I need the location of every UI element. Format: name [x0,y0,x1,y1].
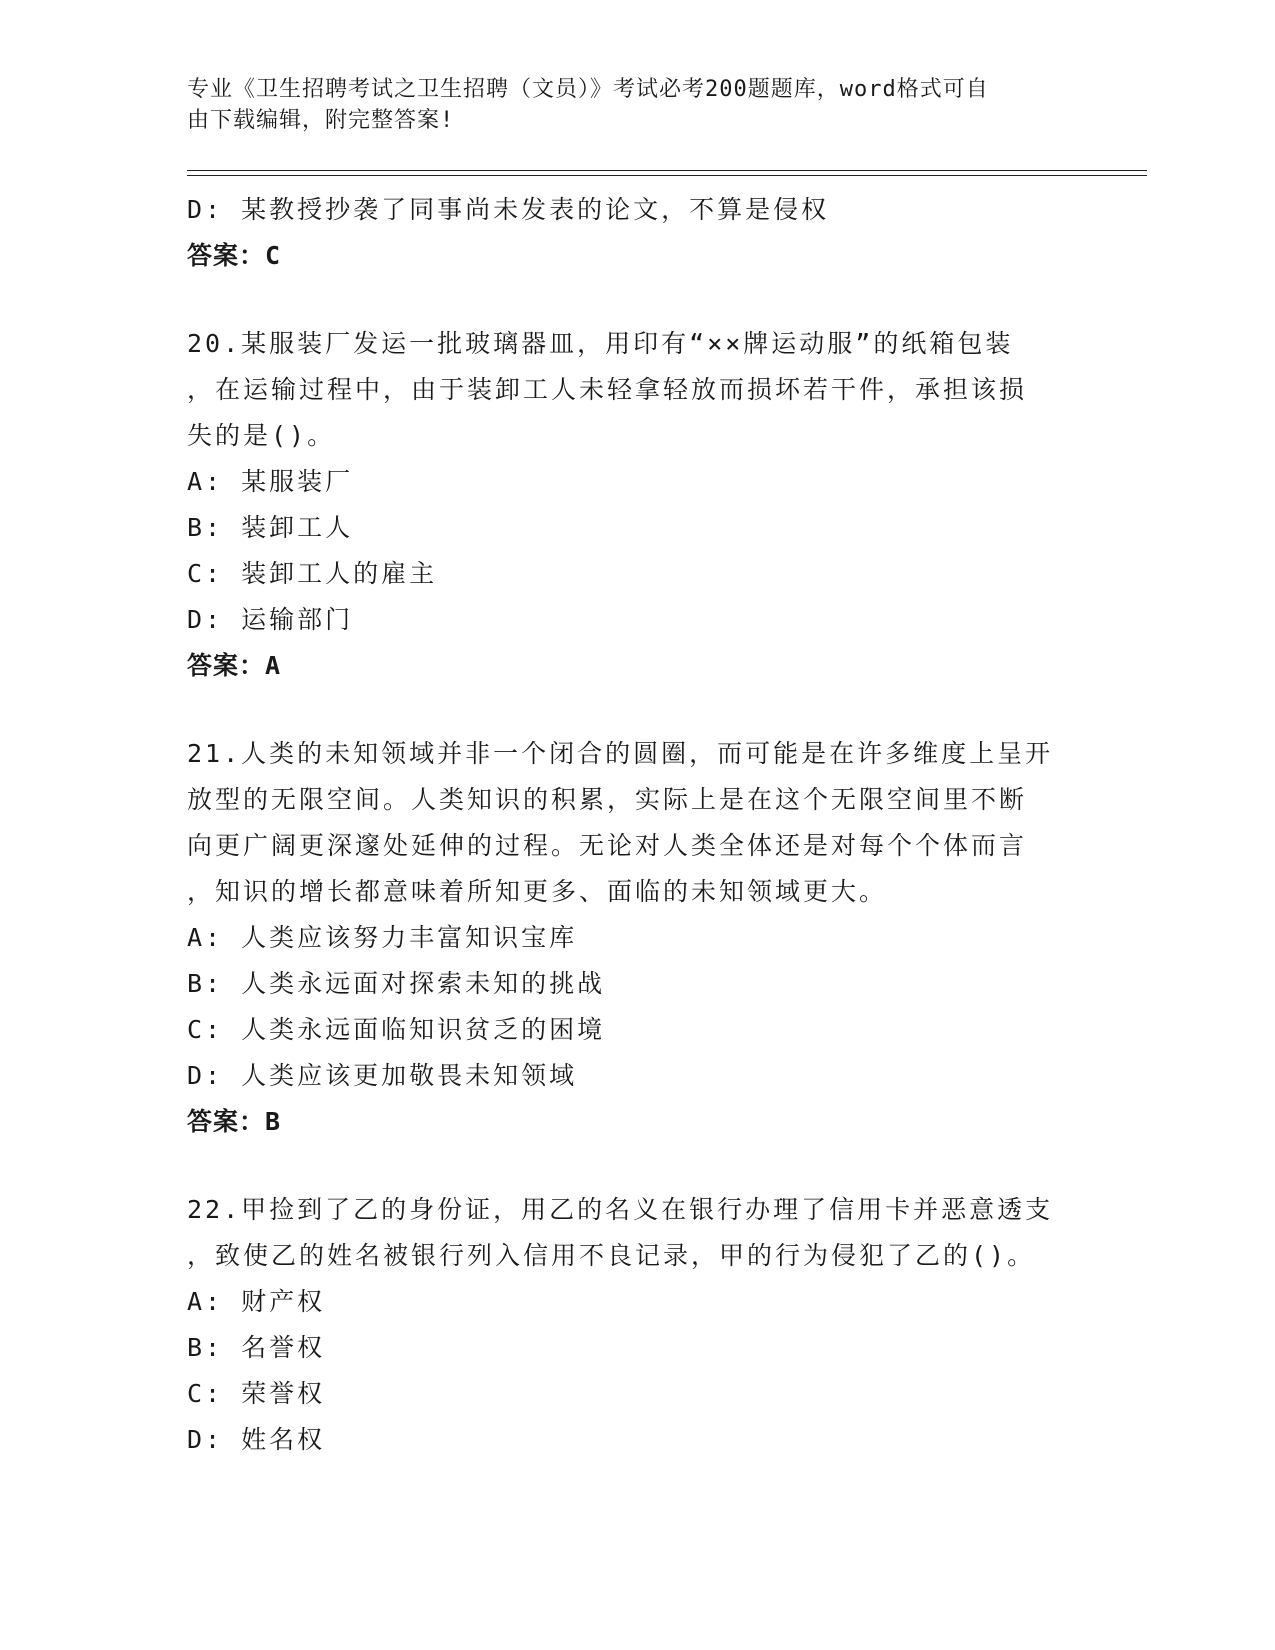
question-text-line: 22.甲捡到了乙的身份证，用乙的名义在银行办理了信用卡并恶意透支 [187,1195,1054,1224]
question-20 [187,321,1067,689]
header-divider-bottom [187,175,1147,176]
question-text-line: 21.人类的未知领域并非一个闭合的圆圈，而可能是在许多维度上呈开 [187,739,1054,768]
question-22 [187,1187,1067,1463]
spacer [187,1145,1067,1187]
question-text-line: ，在运输过程中，由于装卸工人未轻拿轻放而损坏若干件，承担该损 [187,375,1028,404]
option-d: D: 某教授抄袭了同事尚未发表的论文，不算是侵权 [187,195,830,224]
option-b: B: 名誉权 [187,1333,326,1362]
prev-question-tail [187,187,1067,279]
option-a: A: 某服装厂 [187,467,354,496]
header-line-2: 由下载编辑，附完整答案! [187,108,455,133]
answer-line: 答案：C [187,241,282,270]
answer-line: 答案：A [187,651,282,680]
spacer [187,689,1067,731]
option-c: C: 装卸工人的雇主 [187,559,438,588]
question-text-line: 20.某服装厂发运一批玻璃器皿，用印有“××牌运动服”的纸箱包装 [187,329,1014,358]
question-text-line: ，知识的增长都意味着所知更多、面临的未知领域更大。 [187,877,888,906]
answer-line: 答案：B [187,1107,282,1136]
option-d: D: 运输部门 [187,605,354,634]
option-c: C: 人类永远面临知识贫乏的困境 [187,1015,606,1044]
option-a: A: 财产权 [187,1287,326,1316]
option-d: D: 人类应该更加敬畏未知领域 [187,1061,578,1090]
option-b: B: 人类永远面对探索未知的挑战 [187,969,606,998]
document-body [187,187,1067,1463]
document-header [187,74,1067,136]
spacer [187,279,1067,321]
question-21 [187,731,1067,1145]
question-text-line: 放型的无限空间。人类知识的积累，实际上是在这个无限空间里不断 [187,785,1028,814]
question-text-line: 失的是()。 [187,421,336,450]
question-text-line: ，致使乙的姓名被银行列入信用不良记录，甲的行为侵犯了乙的()。 [187,1241,1036,1270]
question-text-line: 向更广阔更深邃处延伸的过程。无论对人类全体还是对每个个体而言 [187,831,1028,860]
header-divider-top [187,170,1147,171]
header-line-1: 专业《卫生招聘考试之卫生招聘（文员）》考试必考200题题库，word格式可自 [187,77,989,102]
option-c: C: 荣誉权 [187,1379,326,1408]
option-d: D: 姓名权 [187,1425,326,1454]
option-a: A: 人类应该努力丰富知识宝库 [187,923,578,952]
option-b: B: 装卸工人 [187,513,354,542]
